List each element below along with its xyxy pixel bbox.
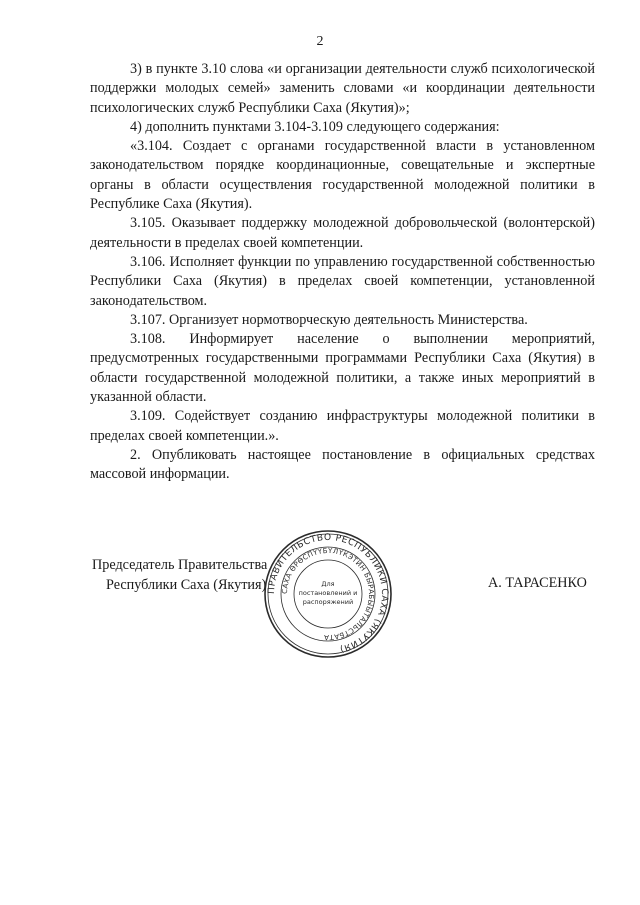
paragraph-3-106: 3.106. Исполняет функции по управлению государственной собственностью Республики Саха (Якутия) в пределах своей компетенции, установленной законодательством. [90, 253, 595, 309]
seal-center-line3: распоряжений [302, 598, 354, 606]
signatory-position [92, 555, 267, 595]
document-body [90, 60, 595, 485]
signatory-name: А. ТАРАСЕНКО [488, 575, 587, 591]
seal-inner-text: САХА ӨРӨСПҮҮБҮЛҮКЭТИН БЫРАБЫЫТАЛЬСТБАТА [280, 546, 376, 642]
paragraph-item-3: 3) в пункте 3.10 слова «и организации деятельности служб психологической поддержки молодых семей» заменить словами «и координации деятельности психологических служб Республики Саха (Якутия)»; [90, 61, 595, 116]
seal-center-line1: Для [321, 580, 335, 588]
paragraph-3-104: «3.104. Создает с органами государственной власти в установленном законодательством порядке координационные, совещательные и экспертные органы в области осуществления государственной молодежной политики в Республике Саха (Якутия). [90, 138, 595, 213]
paragraph-item-4: 4) дополнить пунктами 3.104-3.109 следующего содержания: [130, 118, 500, 135]
paragraph-3-108: 3.108. Информирует население о выполнении мероприятий, предусмотренных государственными программами Республики Саха (Якутия) в области государственной молодежной политики, а также иных мероприятий в указанной области. [90, 331, 595, 406]
paragraph-3-107: 3.107. Организует нормотворческую деятельность Министерства. [130, 311, 528, 328]
paragraph-3-109: 3.109. Содействует созданию инфраструктуры молодежной политики в пределах своей компетенции.». [90, 408, 595, 444]
signatory-position-line2: Республики Саха (Якутия) [106, 577, 267, 593]
seal-center-line2: постановлений и [298, 589, 358, 597]
official-seal-stamp [262, 528, 394, 660]
paragraph-3-105: 3.105. Оказывает поддержку молодежной добровольческой (волонтерской) деятельности в пределах своей компетенции. [90, 215, 595, 251]
page-number: 2 [316, 34, 324, 49]
paragraph-publish: 2. Опубликовать настоящее постановление в официальных средствах массовой информации. [90, 446, 595, 483]
seal-graphic [262, 528, 394, 660]
signatory-position-line1: Председатель Правительства [92, 557, 268, 573]
seal-outer-text: ПРАВИТЕЛЬСТВО РЕСПУБЛИКИ САХА (ЯКУТИЯ) [266, 532, 390, 654]
